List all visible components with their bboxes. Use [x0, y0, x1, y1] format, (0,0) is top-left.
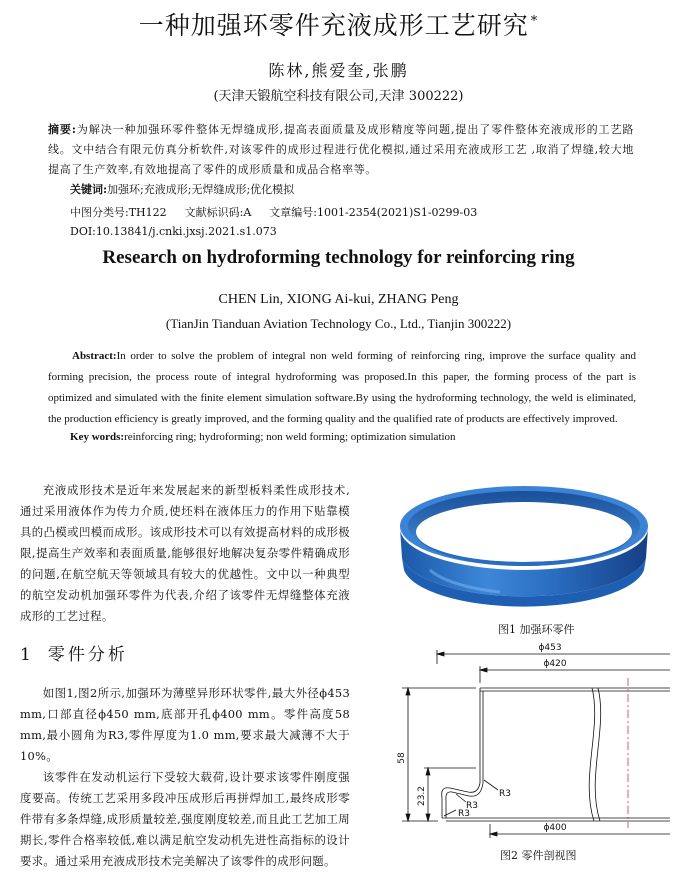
section-paragraph: 如图1,图2所示,加强环为薄壁异形环状零件,最大外径ϕ453 mm,口部直径ϕ450 mm,底部开孔ϕ400 mm。零件高度58 mm,最小圆角为R3,零件厚度为1.0 mm,要求最大减薄不大于10%。	[20, 686, 350, 763]
keywords-en-text: reinforcing ring; hydroforming; non weld forming; optimization simulation	[124, 431, 456, 443]
figure-1-caption: 图1 加强环零件	[498, 623, 575, 636]
document-code: 文献标识码:A	[184, 206, 252, 219]
dim-label-h23: 23.2	[417, 785, 427, 807]
keywords-cn	[70, 181, 634, 197]
ring-opening	[416, 502, 632, 562]
dim-label-d420: ϕ420	[543, 659, 567, 669]
keywords-cn-text: 加强环;充液成形;无焊缝成形;优化模拟	[107, 183, 295, 196]
abstract-cn-label: 摘要:	[48, 123, 77, 136]
section-title: 零件分析	[47, 645, 128, 665]
section-body	[20, 683, 350, 872]
section-heading	[20, 640, 128, 665]
dim-arrow	[406, 688, 410, 695]
reinforcing-ring-image	[390, 480, 658, 615]
dim-arrow	[426, 768, 430, 775]
radius-leader	[484, 780, 498, 790]
section-number: 1	[20, 645, 34, 665]
dim-label-h58: 58	[397, 752, 407, 764]
dim-label-d400: ϕ400	[543, 823, 567, 833]
radius-label: R3	[458, 809, 470, 819]
intro-paragraph	[20, 480, 350, 627]
paper-title-cn	[0, 6, 677, 42]
title-footnote-mark: *	[530, 13, 539, 29]
dim-arrow	[426, 814, 430, 821]
paper-title-en: Research on hydroforming technology for reinforcing ring	[102, 247, 575, 268]
keywords-en	[70, 431, 456, 443]
doi: DOI:10.13841/j.cnki.jxsj.2021.s1.073	[70, 225, 277, 238]
section-paragraph: 该零件在发动机运行下受较大载荷,设计要求该零件刚度强度要高。传统工艺采用多段冲压成形后再拼焊加工,最终成形零件带有多条焊缝,成形质量较差,强度刚度较差,而且此工艺加工周期长,零件合格率较低,难以满足航空发动机先进性高指标的设计要求。通过采用充液成形技术完美解决了该零件的成形问题。	[20, 770, 350, 868]
dim-arrow	[406, 814, 410, 821]
dim-arrow	[490, 832, 497, 836]
affiliation-en: (TianJin Tianduan Aviation Technology Co., Ltd., Tianjin 300222)	[165, 316, 512, 331]
figure-2	[380, 638, 670, 847]
article-number: 文章编号:1001-2354(2021)S1-0299-03	[269, 206, 478, 219]
dim-label-d453: ϕ453	[538, 643, 562, 653]
figure-2-caption: 图2 零件剖视图	[500, 849, 577, 862]
affiliation-cn: (天津天锻航空科技有限公司,天津 300222)	[213, 89, 464, 104]
keywords-cn-label: 关键词:	[70, 183, 108, 196]
dim-arrow	[437, 652, 444, 656]
clc-number: 中图分类号:TH122	[70, 206, 167, 219]
article-meta-cn	[70, 204, 495, 220]
abstract-cn-text: 为解决一种加强环零件整体无焊缝成形,提高表面质量及成形精度等问题,提出了零件整体充液成形的工艺路线。文中结合有限元仿真分析软件,对该零件的成形过程进行优化模拟,通过采用充液成形工艺 ,取消了焊缝,较大地提高了生产效率,有效地提高了零件的成形质量和成品合格率等。	[48, 123, 634, 176]
abstract-cn	[48, 120, 634, 180]
dim-arrow	[480, 668, 487, 672]
authors-en: CHEN Lin, XIONG Ai-kui, ZHANG Peng	[218, 292, 459, 307]
keywords-en-label: Key words:	[70, 431, 125, 443]
authors-cn: 陈林,熊爱奎,张鹏	[268, 61, 409, 80]
intro-text: 充液成形技术是近年来发展起来的新型板料柔性成形技术,通过采用液体作为传力介质,使坯料在液体压力的作用下贴靠模具的凸模或凹模而成形。该成形技术可以有效提高材料的成形极限,提高生产效率和表面质量,能够很好地解决复杂零件精确成形的问题,在航空航天等领域具有较大的优越性。文中以一种典型的航空发动机加强环零件为代表,介绍了该零件无焊缝整体充液成形的工艺过程。	[20, 483, 350, 623]
radius-label: R3	[499, 789, 511, 799]
radius-label: R3	[466, 801, 478, 811]
abstract-en-label: Abstract:	[72, 350, 117, 362]
abstract-en-text: In order to solve the problem of integral non weld forming of reinforcing ring, improve the surface quality and forming precision, the process route of integral hydroforming was proposed.In this paper, the forming process of the part is optimized and simulated with the finite element simulation software.By using the hydroforming technology, the weld is eliminated, the production efficiency is greatly improved, and the forming quality and the qualified rate of products are effectively improved.	[48, 350, 636, 425]
figure-1	[390, 480, 658, 619]
section-drawing	[380, 638, 670, 843]
abstract-en	[48, 346, 636, 430]
title-text: 一种加强环零件充液成形工艺研究	[138, 11, 529, 40]
